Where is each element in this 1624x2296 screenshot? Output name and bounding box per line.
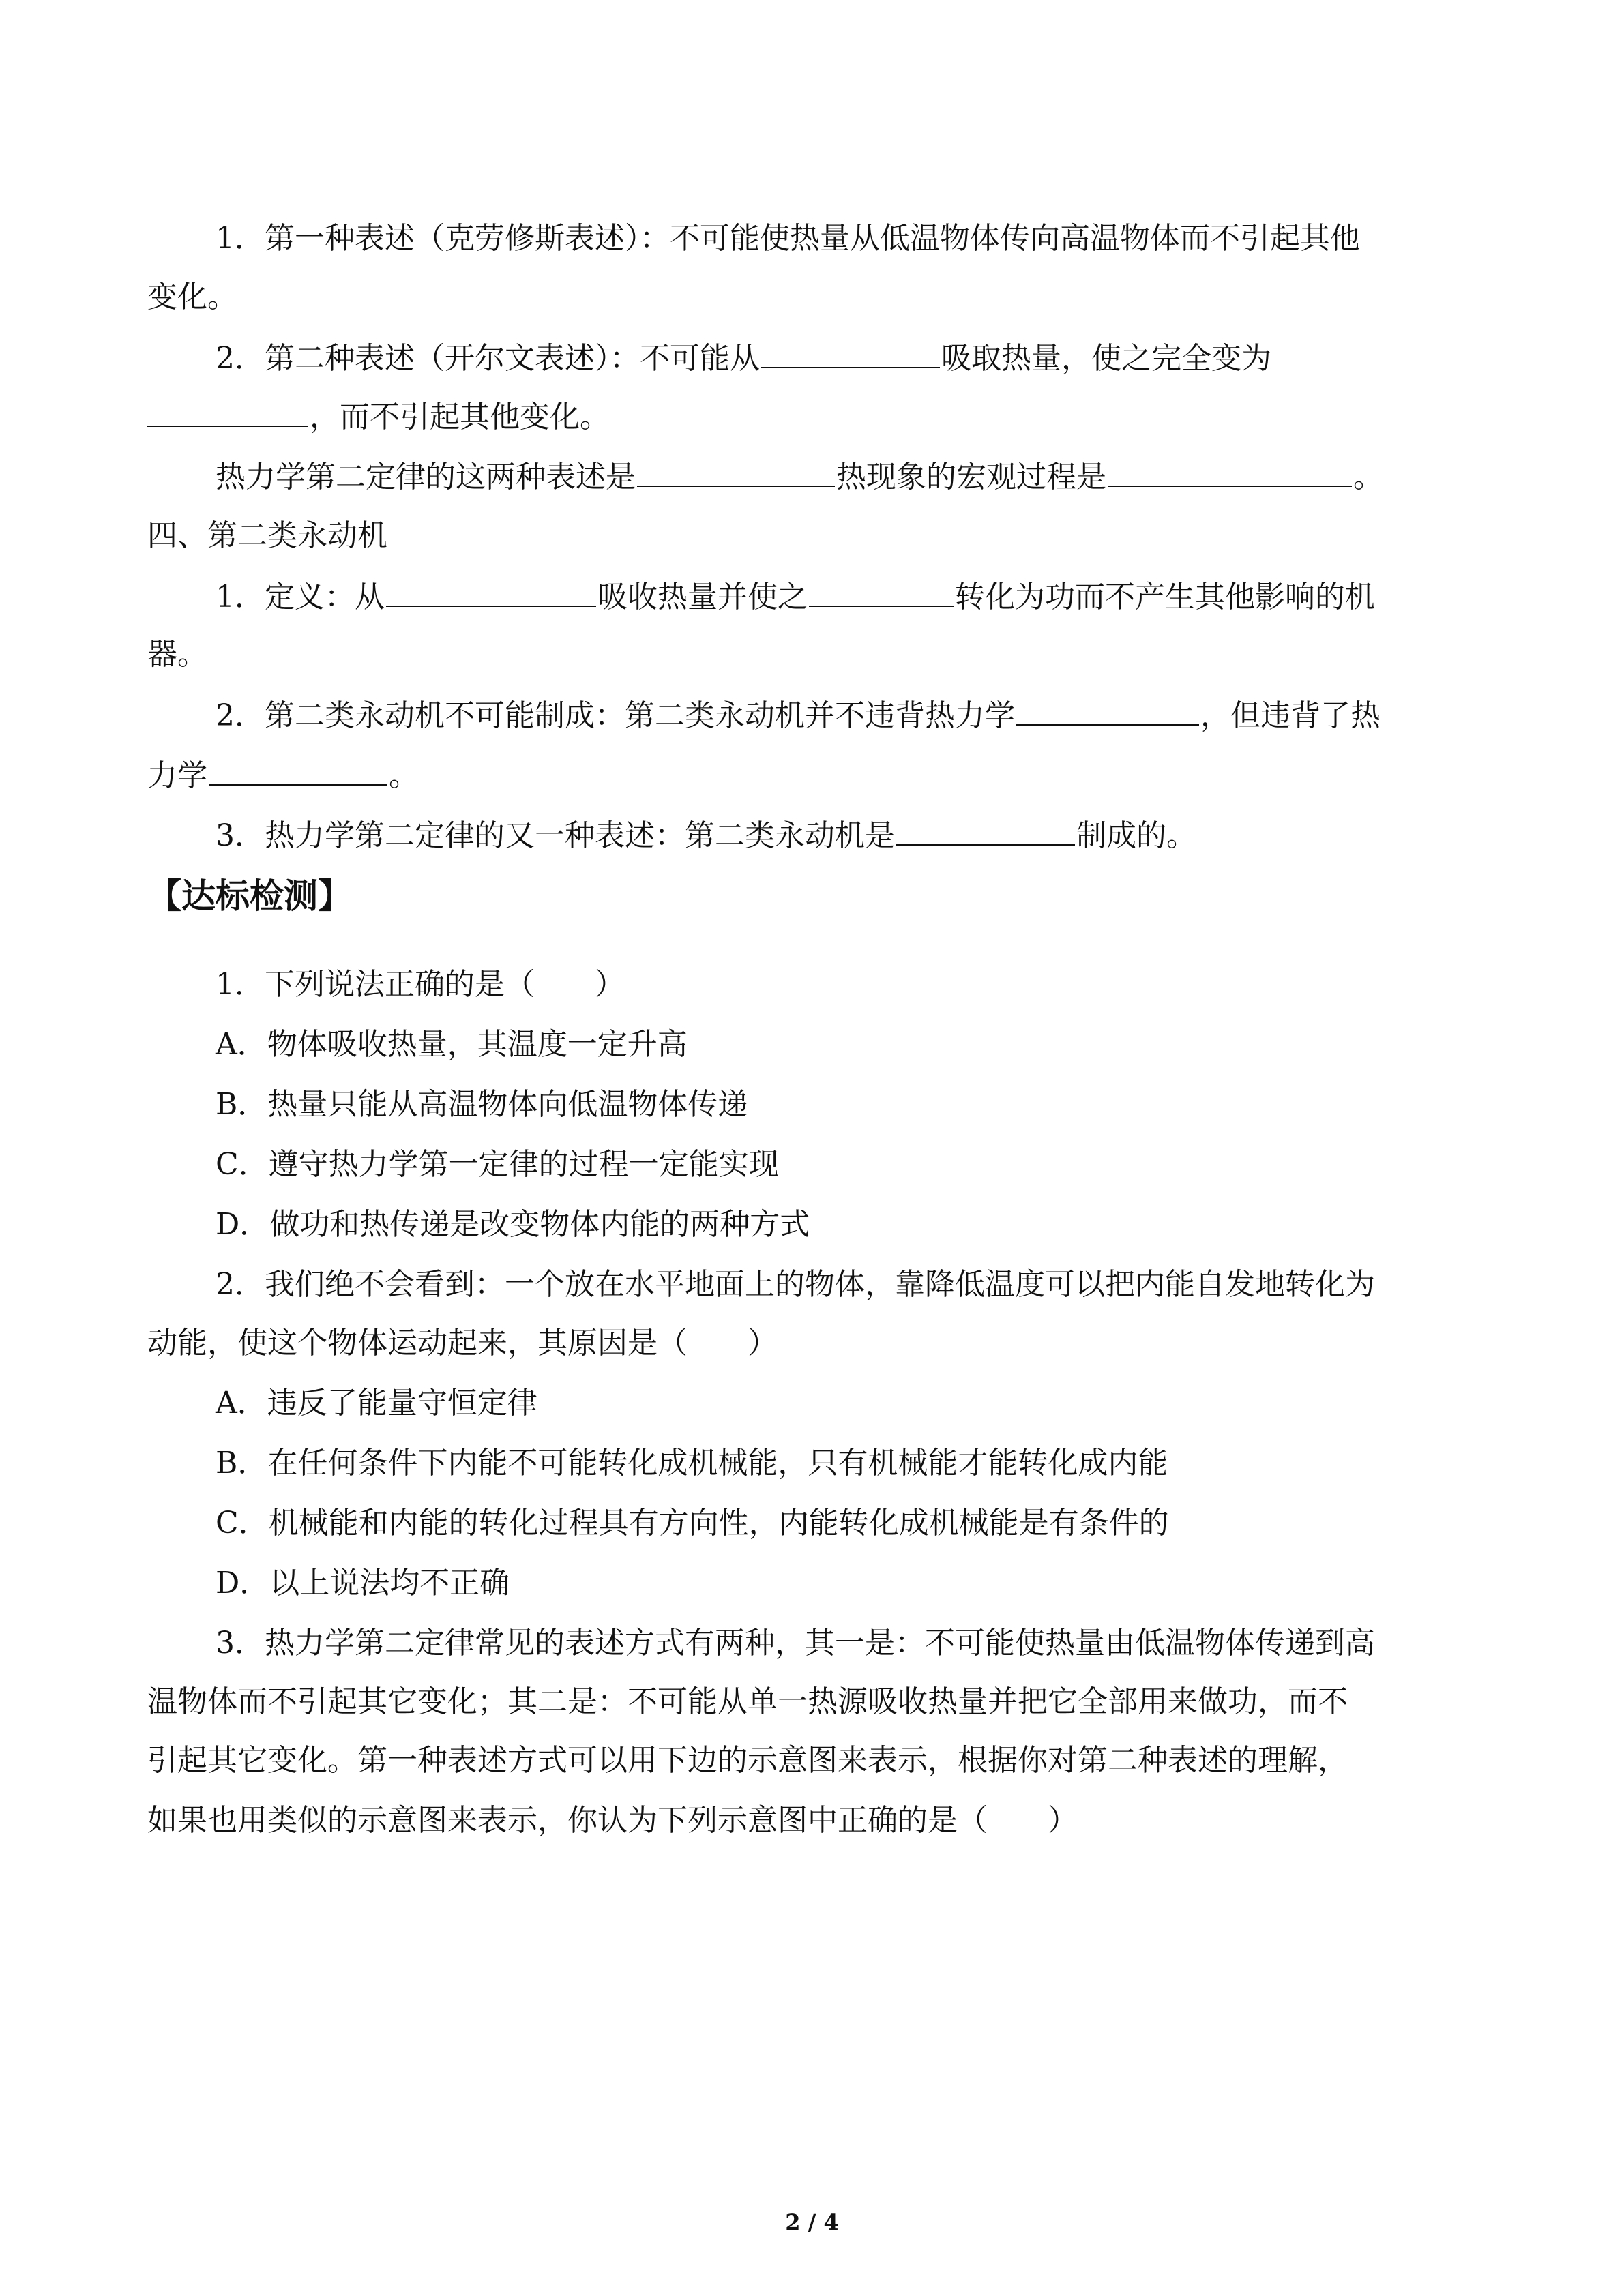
perpetual-item3 (216, 814, 1196, 856)
blank-source[interactable] (761, 337, 940, 368)
statement1-line2: 变化。 (147, 280, 237, 314)
perpetual-item3-prefix: 3．热力学第二定律的又一种表述：第二类永动机是 (216, 818, 895, 853)
summary-prefix: 热力学第二定律的这两种表述是 (216, 460, 636, 494)
statement1-line1: 1．第一种表述（克劳修斯表述）：不可能使热量从低温物体传向高温物体而不引起其他 (216, 221, 1360, 256)
q2-option-d[interactable]: D．以上说法均不正确 (216, 1566, 510, 1600)
summary-mid: 热现象的宏观过程是 (836, 460, 1106, 494)
check-heading: 【达标检测】 (147, 876, 352, 916)
blank-completely[interactable] (809, 576, 954, 607)
perpetual-item2-line2 (147, 754, 419, 796)
blank-second-law[interactable] (209, 754, 387, 786)
q2-option-a[interactable]: A．违反了能量守恒定律 (216, 1386, 537, 1420)
q1-option-b[interactable]: B．热量只能从高温物体向低温物体传递 (216, 1087, 748, 1122)
blank-single-source[interactable] (386, 576, 596, 607)
summary-line (216, 456, 1383, 498)
definition-mid: 吸收热量并使之 (597, 580, 808, 614)
blank-irreversible[interactable] (1108, 456, 1352, 487)
perpetual-item2-line1 (216, 694, 1381, 736)
statement2-line2 (147, 396, 610, 438)
q1-stem: 1．下列说法正确的是（ ） (216, 967, 625, 1002)
q1-option-a[interactable]: A．物体吸收热量，其温度一定升高 (216, 1027, 688, 1062)
q3-line1: 3．热力学第二定律常见的表述方式有两种，其一是：不可能使热量由低温物体传递到高 (216, 1626, 1375, 1660)
statement2-prefix: 2．第二种表述（开尔文表述）：不可能从 (216, 341, 760, 376)
q2-option-c[interactable]: C．机械能和内能的转化过程具有方向性，内能转化成机械能是有条件的 (216, 1506, 1169, 1540)
q3-line4: 如果也用类似的示意图来表示，你认为下列示意图中正确的是（ ） (147, 1803, 1078, 1838)
blank-impossible[interactable] (896, 814, 1075, 846)
statement2-suffix: ，而不引起其他变化。 (310, 400, 610, 434)
page-number: 2 / 4 (785, 2209, 839, 2235)
q2-stem-line1: 2．我们绝不会看到：一个放在水平地面上的物体，靠降低温度可以把内能自发地转化为 (216, 1267, 1375, 1302)
section4-heading: 四、第二类永动机 (147, 518, 387, 553)
q2-option-b[interactable]: B．在任何条件下内能不可能转化成机械能，只有机械能才能转化成内能 (216, 1446, 1168, 1480)
statement2-mid: 吸取热量，使之完全变为 (941, 341, 1271, 376)
perpetual-item2-prefix: 2．第二类永动机不可能制成：第二类永动机并不违背热力学 (216, 698, 1015, 733)
perpetual-item2-line2-suffix: 。 (389, 758, 419, 793)
definition-line2: 器。 (147, 637, 207, 672)
statement2-line1 (216, 337, 1271, 379)
blank-first-law[interactable] (1016, 694, 1199, 726)
definition-suffix: 转化为功而不产生其他影响的机 (955, 580, 1375, 614)
perpetual-item2-suffix: ，但违背了热 (1200, 698, 1381, 733)
q3-line2: 温物体而不引起其它变化；其二是：不可能从单一热源吸收热量并把它全部用来做功，而不 (147, 1684, 1348, 1719)
q1-option-c[interactable]: C．遵守热力学第一定律的过程一定能实现 (216, 1147, 779, 1182)
q3-line3: 引起其它变化。第一种表述方式可以用下边的示意图来表示，根据你对第二种表述的理解， (147, 1743, 1348, 1778)
summary-suffix: 。 (1353, 460, 1383, 494)
perpetual-item2-line2-prefix: 力学 (147, 758, 207, 793)
definition-line1 (216, 576, 1375, 618)
blank-equivalent[interactable] (637, 456, 835, 487)
definition-prefix: 1．定义：从 (216, 580, 385, 614)
q2-stem-line2: 动能，使这个物体运动起来，其原因是（ ） (147, 1326, 778, 1360)
q1-option-d[interactable]: D．做功和热传递是改变物体内能的两种方式 (216, 1207, 810, 1242)
blank-result[interactable] (147, 396, 308, 427)
perpetual-item3-suffix: 制成的。 (1076, 818, 1196, 853)
